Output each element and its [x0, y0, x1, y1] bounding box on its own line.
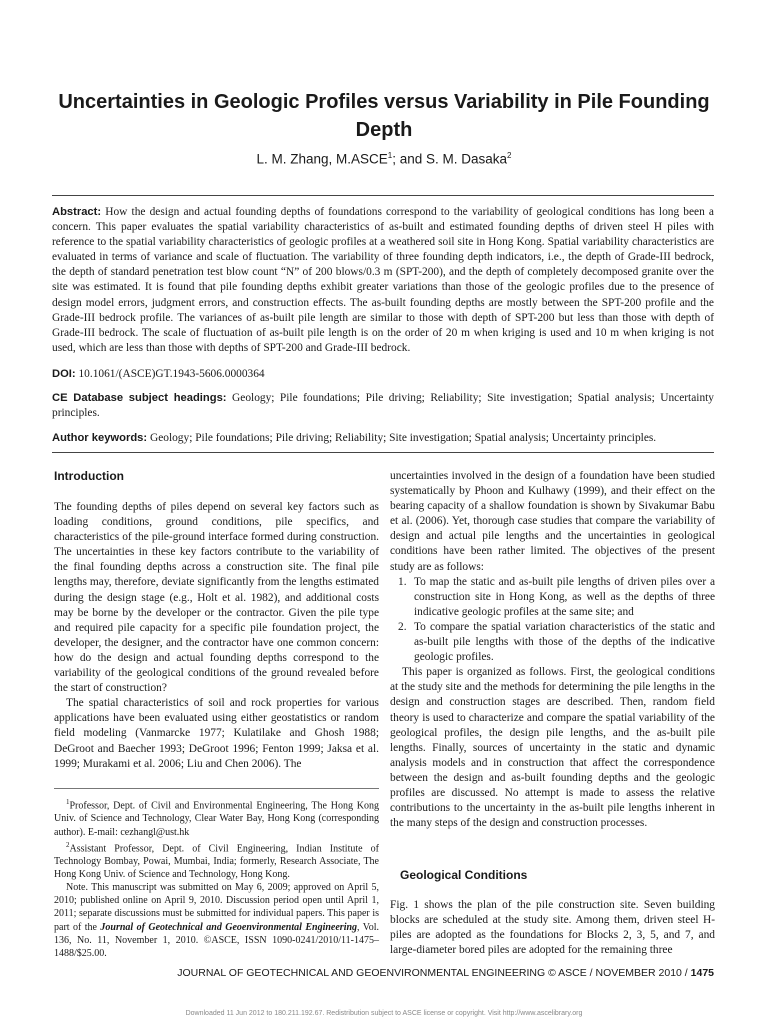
abstract — [52, 205, 714, 356]
footnote-2 — [54, 839, 379, 882]
abstract-rule — [52, 452, 714, 453]
right-paragraph-2: This paper is organized as follows. First, the geological conditions at the study site and the methods for determining the pile lengths in the design and construction stages are described. Then, random field theory is used to characterize and compare the spatial variability of the geological profiles, the design pile lengths, and the as-built pile lengths. Finally, sources of uncertainty in the static and dynamic analysis models and in construction that affect the correspondence between the design and as-built founding depths and the geologic profiles are discussed. No attempt is made to assess the relative contributions to the uncertainty in the as-built pile lengths inherent in the many steps of the design and construction processes. — [390, 666, 715, 830]
author-line — [40, 151, 728, 167]
author-separator: ; and S. M. Dasaka — [392, 151, 508, 167]
ce-headings-text: Geology; Pile foundations; Pile driving; Reliability; Site investigation; Spatial analysis; Uncertainty principles. — [52, 392, 715, 420]
abstract-label: Abstract: — [52, 206, 102, 218]
objective-2-number: 2. — [398, 620, 407, 633]
geology-paragraph-1: Fig. 1 shows the plan of the pile construction site. Seven building blocks are scheduled at the study site. Among them, driven steel H-piles are adopted as the foundations for Blocks 2, 3, 5, and 7, and large-diameter bored piles are adopted for the remaining three — [390, 899, 715, 957]
download-notice: Downloaded 11 Jun 2012 to 180.211.192.67. Redistribution subject to ASCE license or copyright. Visit http://www.ascelibrary.org — [185, 1010, 583, 1017]
objective-1-number: 1. — [398, 575, 407, 588]
paper-title: Uncertainties in Geologic Profiles versus Variability in Pile Founding Depth — [58, 91, 710, 141]
intro-paragraph-2: The spatial characteristics of soil and rock properties for various applications have been evaluated using either geostatistics or random field modeling (Vanmarcke 1977; Kulatilake and Ghosh 1988; DeGroot and Baecher 1993; DeGroot 1996; Fenton 1999; Jaksa et al. 1999; Murakami et al. 2006; Liu and Chen 2006). The — [54, 697, 379, 770]
abstract-text: How the design and actual founding depths of foundations correspond to the variability of geological conditions has long been a concern. This paper evaluates the spatial variability characteristics of as-built and estimated founding depths of driven steel H piles with reference to the spatial variability characteristics of geologic profiles at a weathered soil site in Hong Kong. Spatial variability characteristics are evaluated in terms of variance and scale of fluctuation. The variability of three founding depth indicators, i.e., the depth of Grade-III bedrock, the depth of standard penetration test blow count “N” of 200 blows/0.3 m (SPT-200), and the depth of completely decomposed granite over the site was estimated. It is found that pile founding depths exhibit greater variations than those of the geologic profiles due to the presence of design model errors, judgment errors, and construction effects. The as-built founding depths are mostly between the SPT-200 profile and the Grade-III bedrock profile. The variances of as-built pile length are similar to those with depth of SPT-200 but less than those with depth of Grade-III bedrock. The scale of fluctuation of as-built pile length is on the order of 20 m when kriging is used and 10 m when kriging is not used, which are less than those with depths of SPT-200 and Grade-III bedrock. — [52, 206, 714, 354]
note-text-b: , Vol. 136, No. 11, November 1, 2010. ©ASCE, ISSN 1090-0241/2010/11-1475–1488/$25.00. — [54, 921, 380, 959]
footnote-divider — [54, 788, 379, 789]
doi-line — [52, 367, 714, 382]
introduction-heading: Introduction — [54, 469, 124, 483]
page-number: 1475 — [690, 967, 714, 979]
footnotes — [54, 796, 379, 960]
header-rule — [52, 195, 714, 196]
objective-1-text: To map the static and as-built pile lengths of driven piles over a construction site in Hong Kong, as well as the depths of three indicative geologic profiles at the same site; and — [414, 575, 715, 618]
ce-subject-headings — [52, 391, 714, 421]
intro-paragraph-1: The founding depths of piles depend on several key factors such as loading conditions, ground conditions, pile specifics, and characteristics of the pile-ground interface formed during construction. The uncertainties in these key factors contribute to the variability of the final founding depths across a construction site. The final pile lengths may, therefore, deviate significantly from the lengths estimated during the design stage (e.g., Holt et al. 1982), and additional costs may be borne by the developer or the contractor. Given the pile type and required pile capacity for a specific pile foundation project, the developer, the designer, and the contractor have one common concern: how do the design and actual founding depths correspond to the variability of the geological conditions of the ground revealed before the start of construction? — [54, 501, 379, 695]
footnote-2-mark: 2 — [66, 840, 70, 849]
note-text-a: Note. This manuscript was submitted on May 6, 2009; approved on April 5, 2010; published online on April 9, 2010. Discussion period open until April 1, 2011; separate discussions must be submitted for individual papers. This paper is part of the — [54, 882, 379, 933]
page-footer — [52, 967, 714, 979]
geological-conditions-heading: Geological Conditions — [400, 868, 528, 882]
footnote-1-mark: 1 — [66, 798, 70, 806]
objective-2-text: To compare the spatial variation characteristics of the static and as-built pile lengths with those of the depths of the indicative geologic profiles. — [414, 620, 715, 664]
objective-item-1 — [390, 575, 715, 620]
note-journal-name: Journal of Geotechnical and Geoenvironmental Engineering — [100, 921, 358, 933]
geological-conditions-body — [390, 898, 715, 958]
doi-label: DOI: — [52, 368, 76, 380]
footnote-2-text: Assistant Professor, Dept. of Civil Engineering, Indian Institute of Technology Bombay, Powai, Mumbai, India; formerly, Research Associate, The Hong Kong Univ. of Science and Technology, Hong Kong. — [54, 842, 379, 881]
footnote-1-text: Professor, Dept. of Civil and Environmental Engineering, The Hong Kong Univ. of Science and Technology, Clear Water Bay, Hong Kong (corresponding author). E-mail: cezhangl@ust.hk — [54, 800, 379, 838]
left-column-body — [54, 500, 379, 772]
author-keywords — [52, 431, 714, 446]
footnote-1 — [54, 796, 379, 839]
author-keywords-label: Author keywords: — [52, 432, 148, 444]
footer-journal: JOURNAL OF GEOTECHNICAL AND GEOENVIRONMENTAL ENGINEERING © ASCE / NOVEMBER 2010 / — [177, 967, 691, 979]
objective-item-2 — [390, 620, 715, 665]
right-column-body — [390, 469, 715, 831]
doi-link[interactable]: 10.1061/(ASCE)GT.1943-5606.0000364 — [78, 368, 265, 380]
author-keywords-text: Geology; Pile foundations; Pile driving; Reliability; Site investigation; Spatial analysis; Uncertainty principles. — [149, 432, 657, 444]
right-paragraph-1: uncertainties involved in the design of a foundation have been studied systematically by Phoon and Kulhawy (1999), and their effect on the bearing capacity of a shallow foundation is shown by Sivakumar Babu et al. (2006). Yet, thorough case studies that compare the variability of design and actual pile lengths and the uncertainties in geological conditions have been rather limited. The objectives of the present study are as follows: — [390, 470, 715, 573]
author-1: L. M. Zhang, M.ASCE — [256, 151, 388, 167]
author-2-affil-mark: 2 — [507, 151, 512, 160]
submission-note — [54, 881, 379, 960]
author-1-affil-mark: 1 — [387, 151, 393, 160]
ce-headings-label: CE Database subject headings: — [52, 392, 227, 404]
